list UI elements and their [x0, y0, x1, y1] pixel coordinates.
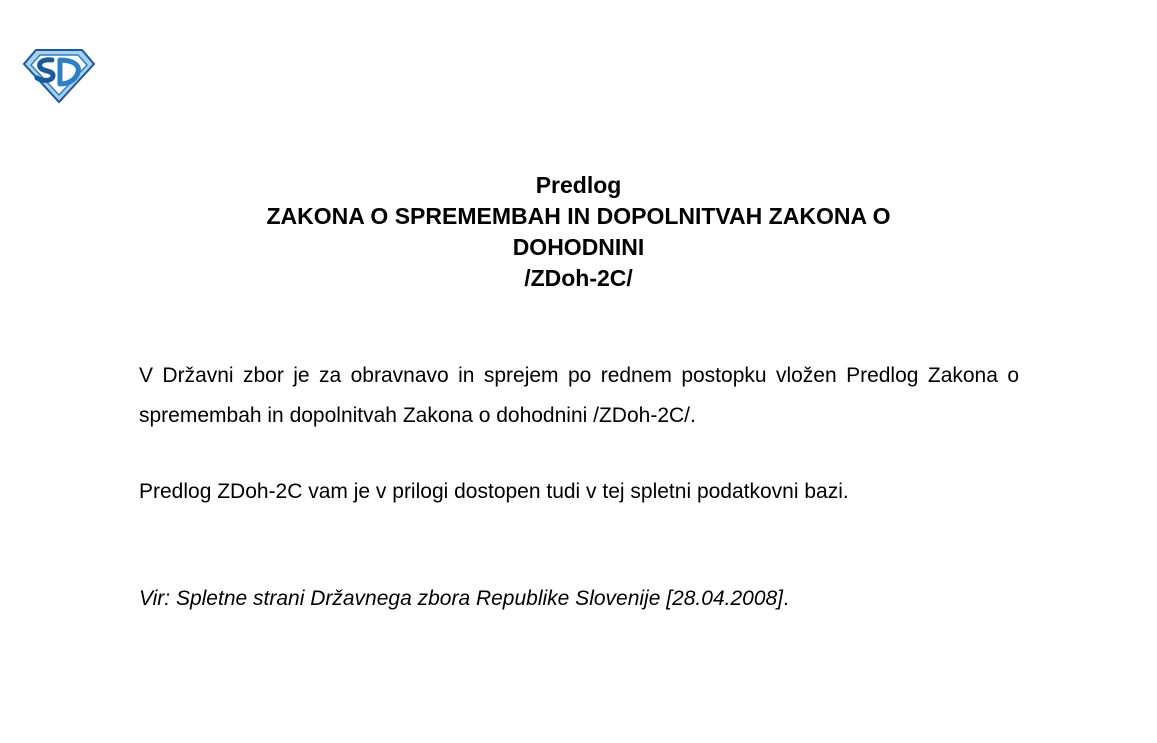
title-line-1: Predlog [535, 172, 622, 198]
paragraph-availability: Predlog ZDoh-2C vam je v prilogi dostopen tudi v tej spletni podatkovni bazi. [139, 480, 849, 503]
source-citation [139, 585, 789, 613]
document-title [0, 170, 1157, 294]
sd-logo [22, 48, 96, 104]
source-text: Vir: Spletne strani Državnega zbora Republike Slovenije [28.04.2008] [139, 587, 784, 610]
title-line-3: DOHODNINI [512, 234, 645, 260]
title-line-4: /ZDoh-2C/ [524, 265, 633, 291]
title-line-2: ZAKONA O SPREMEMBAH IN DOPOLNITVAH ZAKONA O [266, 203, 891, 229]
shield-logo-icon [22, 48, 96, 104]
paragraph-submission: V Državni zbor je za obravnavo in sprejem po rednem postopku vložen Predlog Zakona o spremembah in dopolnitvah Zakona o dohodnini /ZDoh-2C/. [139, 364, 1019, 427]
source-trailing-period: . [783, 587, 789, 610]
